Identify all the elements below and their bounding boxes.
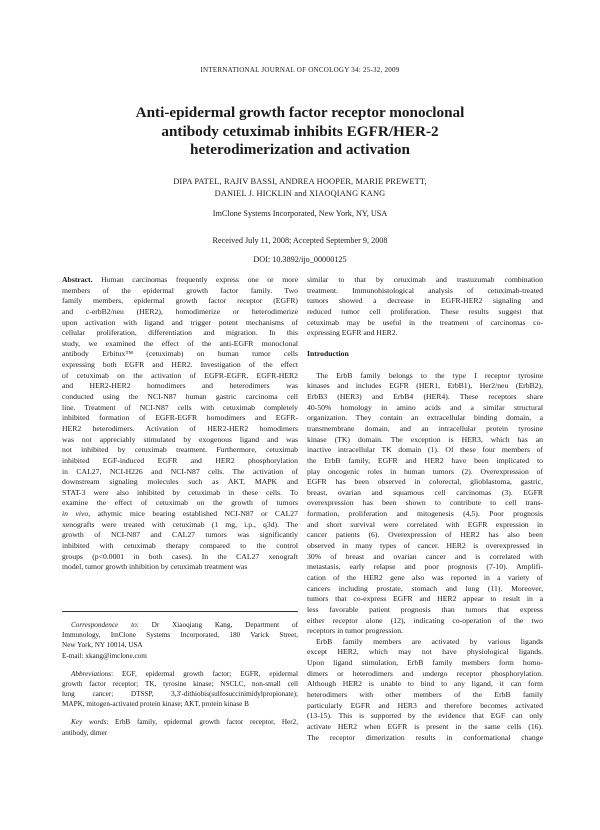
abstract-last-line: model, tumor growth inhibition by cetuximab treatment was xyxy=(62,562,248,572)
correspondence-email: E-mail: xkang@imclone.com xyxy=(62,651,147,660)
introduction-paragraph-1 xyxy=(307,371,543,626)
abstract-continued xyxy=(307,275,543,328)
text-line: play oncogenic roles in human tumors (2). Overexpression of xyxy=(307,466,543,476)
abbreviations-text: : EGF, epidermal growth factor; EGFR, epidermal xyxy=(111,669,298,678)
text-line: growth factor receptor; TK, tyrosine kinase; NSCLC, non-small cell xyxy=(62,679,298,688)
text-line: cation of the HER2 gene also was reported in a variety of xyxy=(307,572,543,582)
text-line: not inhibited by cetuximab treatment. Furthermore, cetuximab xyxy=(62,445,298,455)
text-line: The ErbB family belongs to the type I receptor tyrosine xyxy=(316,370,543,380)
text-line: The receptor dimerization results in conformational change xyxy=(307,732,543,742)
text-line: of cetuximab on the activation of EGFR-EGFR, EGFR-HER2 xyxy=(62,370,298,380)
abbreviations-first-line xyxy=(62,669,298,679)
author-line: DANIEL J. HICKLIN and XIAOQIANG KANG xyxy=(214,189,386,198)
text-line: STAT-3 were also inhibited by cetuximab in these cells. To xyxy=(62,487,298,497)
text-line: inactive intracellular TK domain (1). Of these four members of xyxy=(307,445,543,455)
text-line: overexpression has been shown to contribute to cell trans- xyxy=(307,498,543,508)
text-line: (13-15). This is supported by the evidence that EGF can only xyxy=(307,711,543,721)
text-line: ErbB family members are activated by various ligands xyxy=(316,636,543,646)
article-title xyxy=(40,104,560,160)
text-line: was not appreciably stimulated by exogenous ligand and was xyxy=(62,434,298,444)
text-line: similar to that by cetuximab and trastuzumab combination xyxy=(307,275,543,284)
title-line: heterodimerization and activation xyxy=(190,141,410,158)
text-line: inhibited formation of EGFR-EGFR homodimers and EGFR- xyxy=(62,413,298,423)
text-line: 30% of breast and ovarian cancer and is correlated with xyxy=(307,551,543,561)
text-line: and HER2-HER2 homodimers and heterodimers was xyxy=(62,381,298,391)
abstract-first-line xyxy=(62,275,298,286)
text-line: members of the epidermal growth factor family. Two xyxy=(62,285,298,295)
introduction-heading: Introduction xyxy=(307,349,349,359)
text-line: tumors showed a decrease in EGFR-HER2 signaling and xyxy=(307,296,543,306)
text-line: family members, epidermal growth factor receptor (EGFR) xyxy=(62,296,298,306)
text-line: in CAL27, NCI-H226 and NCI-N87 cells. The activation of xyxy=(62,466,298,476)
text-line: groups (p<0.0001 in both cases). In the CAL27 xenograft xyxy=(62,551,298,561)
text-line: reduced tumor cell proliferation. These results suggest that xyxy=(307,306,543,316)
text-line: heterodimers with other members of the ErbB family xyxy=(307,689,543,699)
keywords-text: : ErbB family, epidermal growth factor receptor, Her2, xyxy=(106,718,298,727)
introduction-paragraph-2 xyxy=(307,637,543,743)
text-line: either receptor alone (12), indicating co-operation of the two xyxy=(307,615,543,625)
text-line: formation, proliferation and mitogenesis (4,5). Poor prognosis xyxy=(307,509,543,519)
abstract-continued-last-line: expressing EGFR and HER2. xyxy=(307,328,398,338)
text-line: metastasis, early relapse and poor prognosis (7-10). Amplifi- xyxy=(307,562,543,572)
text-line: cancers including prostate, stomach and lung (11). Moreover, xyxy=(307,583,543,593)
doi: DOI: 10.3892/ijo_00000125 xyxy=(253,255,347,264)
text-line: inhibited EGF-induced EGFR and HER2 phosphorylation xyxy=(62,455,298,465)
footnote-divider xyxy=(62,611,298,612)
correspondence-body xyxy=(62,630,298,650)
text-line: expressing both EGFR and HER2. Investigation of the effect xyxy=(62,360,298,370)
footnotes xyxy=(62,620,298,738)
text-line: cetuximab may be useful in the treatment of carcinomas co- xyxy=(307,317,543,327)
left-column xyxy=(62,275,298,738)
text-line: cellular proliferation, differentiation and migration. In this xyxy=(62,328,298,338)
text-line: Although HER2 is unable to bind to any ligand, it can form xyxy=(307,679,543,689)
text-line: cancer patients (6). Overexpression of HER2 has also been xyxy=(307,530,543,540)
keywords-last-line: antibody, dimer xyxy=(62,728,108,737)
text-line: organization. They contain an extracellular binding domain, a xyxy=(307,413,543,423)
text-line: kinase (TK) domain. The exception is HER3, which has an xyxy=(307,434,543,444)
title-line: antibody cetuximab inhibits EGFR/HER-2 xyxy=(161,122,439,140)
text-line: except HER2, which may not have physiological ligands. xyxy=(307,647,543,657)
text-line: study, we examined the effect of the anti-EGFR monoclonal xyxy=(62,338,298,348)
abbreviations-label: Abbreviations xyxy=(71,669,112,678)
right-column xyxy=(307,275,543,743)
text-line: antibody Erbitux™ (cetuximab) on human tumor cells xyxy=(62,349,298,359)
text-line: tumors that co-express EGFR and HER2 appear to result in a xyxy=(307,594,543,604)
abbreviations-last-line: MAPK, mitogen-activated protein kinase; AKT, protein kinase B xyxy=(62,700,249,709)
text-line: and short survival were correlated with EGFR expression in xyxy=(307,519,543,529)
text-line: breast, ovarian and squamous cell carcinomas (3). EGFR xyxy=(307,487,543,497)
abbreviations-body xyxy=(62,679,298,699)
text-line: particularly EGFR and HER3 and therefore becomes activated xyxy=(307,700,543,710)
text-line: transmembrane domain, and an intracellular protein tyrosine xyxy=(307,423,543,433)
text-line: activate HER2 when EGFR is present in the same cells (16). xyxy=(307,721,543,731)
abstract-text: Human carcinomas frequently express one or more xyxy=(101,275,298,284)
text-line: conducted using the NCI-N87 human gastric carcinoma cell xyxy=(62,392,298,402)
affiliation: ImClone Systems Incorporated, New York, NY, USA xyxy=(212,209,388,218)
text-line: kinases and includes EGFR (HER1, ErbB1), Her2/neu (ErbB2), xyxy=(307,381,543,391)
text-line: New York, NY 10014, USA xyxy=(62,641,143,650)
introduction-paragraph-1-last-line: receptors in tumor progression. xyxy=(307,626,404,636)
correspondence-text: : Dr Xiaoqiang Kang, Department of xyxy=(136,620,298,629)
correspondence-label: Correspondence to xyxy=(71,620,137,629)
text-line: xenografts were treated with cetuximab (1 mg, i.p., q3d). The xyxy=(62,519,298,529)
correspondence-first-line xyxy=(62,620,298,630)
author-list xyxy=(0,176,600,200)
text-line: HER2 heterodimers. Activation of HER2-HER2 homodimers xyxy=(62,423,298,433)
text-line: the ErbB family, EGFR and HER2 have been implicated to xyxy=(307,455,543,465)
text-line: Upon ligand stimulation, ErbB family members form homo- xyxy=(307,658,543,668)
abstract-body xyxy=(62,286,298,563)
received-dates: Received July 11, 2008; Accepted September 9, 2008 xyxy=(212,236,388,245)
title-line: Anti-epidermal growth factor receptor monoclonal xyxy=(135,104,465,121)
text-line: dimers or heterodimers and undergo receptor phosphorylation. xyxy=(307,668,543,678)
text-line: EGFR has been observed in colorectal, glioblastoma, gastric, xyxy=(307,477,543,487)
text-line: and c-erbB2/neu (HER2), homodimerize or heterodimerize xyxy=(62,306,298,316)
text-line: 40-50% homology in amino acids and a similar structural xyxy=(307,402,543,412)
journal-header: INTERNATIONAL JOURNAL OF ONCOLOGY 34: 25-32, 2009 xyxy=(200,66,400,74)
keywords-first-line xyxy=(62,717,298,727)
text-line: treatment. Immunohistological analysis of cetuximab-treated xyxy=(307,285,543,295)
abstract-label: Abstract. xyxy=(62,275,93,284)
text-line: inhibited with cetuximab therapy compared to the control xyxy=(62,541,298,551)
keywords-label: Key words xyxy=(71,718,107,727)
text-line: observed in many types of cancer. HER2 is overexpressed in xyxy=(307,541,543,551)
author-line: DIPA PATEL, RAJIV BASSI, ANDREA HOOPER, MARIE PREWETT, xyxy=(173,177,427,186)
text-line: examine the effect of cetuximab on the growth of tumors xyxy=(62,498,298,508)
text-line: ErbB3 (HER3) and ErbB4 (HER4). These receptors share xyxy=(307,392,543,402)
text-line: lung cancer; DTSSP, 3,3'-dithiobis(sulfosuccinimidylpropionate); xyxy=(62,690,298,699)
text-line: Immunology, ImClone Systems Incorporated, 180 Varick Street, xyxy=(62,631,298,640)
text-line: downstream signaling molecules such as AKT, MAPK and xyxy=(62,477,298,487)
text-line: growth of NCI-N87 and CAL27 tumors was significantly xyxy=(62,530,298,540)
text-line: in vivo, athymic mice bearing established NCI-N87 or CAL27 xyxy=(62,509,298,519)
text-line: line. Treatment of NCI-N87 cells with cetuximab completely xyxy=(62,402,298,412)
text-line: less favorable patient prognosis than tumors that express xyxy=(307,604,543,614)
text-line: upon activation with ligand and trigger potent mechanisms of xyxy=(62,317,298,327)
